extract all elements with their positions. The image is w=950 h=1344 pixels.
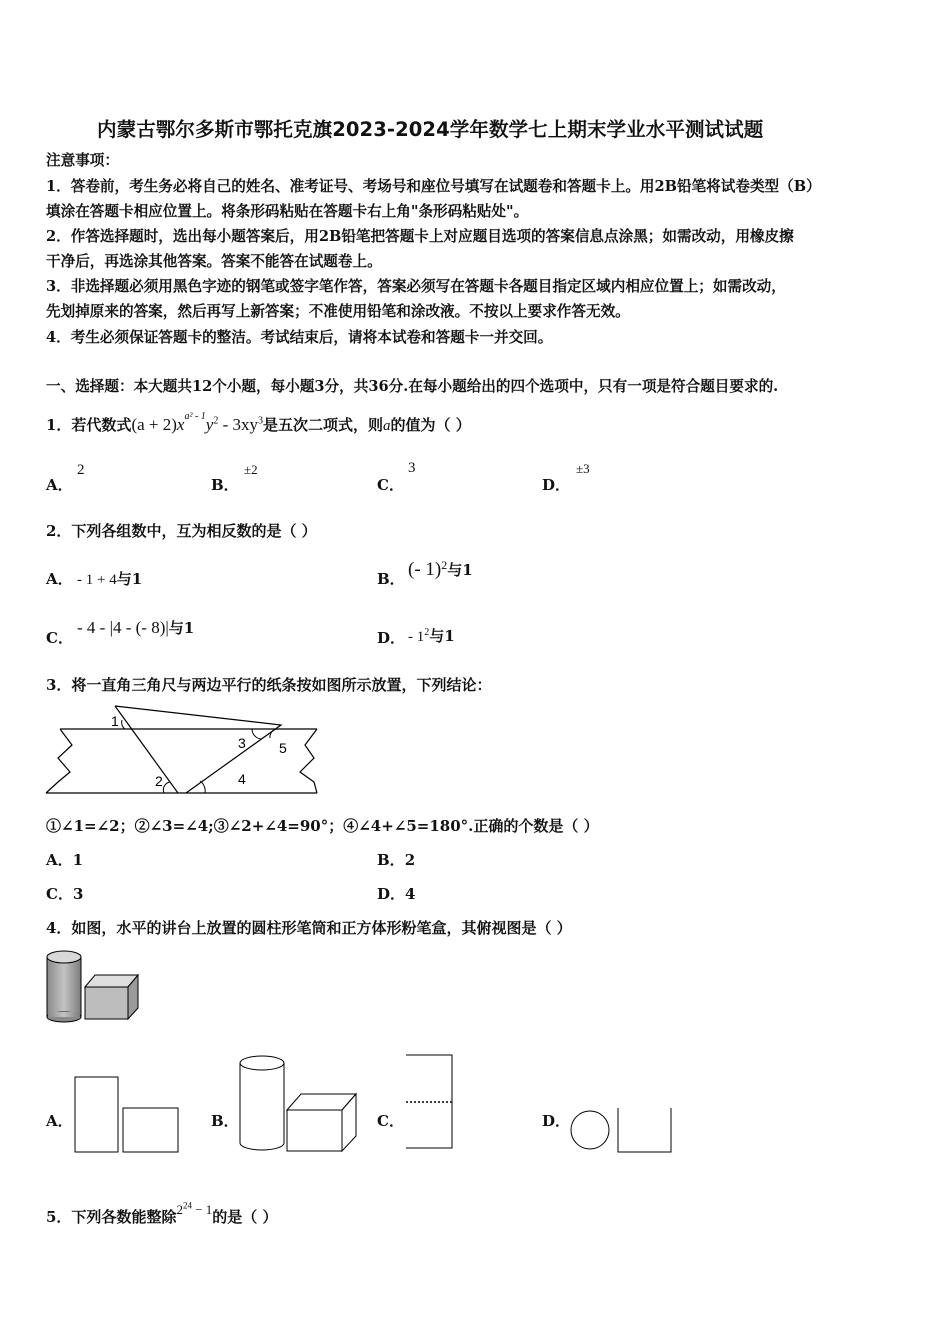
q4-c-rect — [406, 1055, 452, 1148]
q3-option-d: D．4 — [377, 885, 416, 903]
q4-option-d-label: D． — [542, 1112, 571, 1130]
notice-heading: 注意事项： — [46, 152, 119, 169]
q2-option-a-label: A． — [46, 570, 73, 588]
notice-line: 填涂在答题卡相应位置上。将条形码粘贴在答题卡右上角"条形码粘贴处"。 — [46, 203, 529, 220]
angle-label-1: 1 — [111, 713, 119, 729]
q2-option-c-label: C． — [46, 629, 73, 647]
q5-stem: 5．下列各数能整除$2^{24} - 1$的是（ ） — [46, 1200, 278, 1226]
q1-option-b-label: B． — [211, 476, 239, 494]
q4-b-cylinder-bottom — [240, 1143, 284, 1150]
q4-b-cylinder-top — [240, 1056, 284, 1070]
q4-option-b-label: B． — [211, 1112, 239, 1130]
q3-option-b: B．2 — [377, 851, 416, 869]
q4-d-circle — [571, 1111, 609, 1149]
section-heading: 一、选择题：本大题共12个小题，每小题3分，共36分.在每小题给出的四个选项中，只有一项是符合题目要求的. — [46, 378, 779, 395]
q4-d-rect — [618, 1108, 671, 1152]
angle-label-5: 5 — [279, 740, 287, 756]
q4-b-cube — [287, 1110, 342, 1151]
q1-option-c-label: C． — [377, 476, 404, 494]
q4-option-a-label: A． — [46, 1112, 73, 1130]
q1-option-b-value: ±2 — [244, 462, 258, 477]
q1-option-a-label: A． — [46, 476, 73, 494]
notice-line: 1．答卷前，考生务必将自己的姓名、准考证号、考场号和座位号填写在试题卷和答题卡上。用2B铅笔将试卷类型（B） — [46, 178, 821, 195]
notice-line: 2．作答选择题时，选出每小题答案后，用2B铅笔把答题卡上对应题目选项的答案信息点涂黑；如需改动，用橡皮擦 — [46, 228, 794, 245]
notice-line: 3．非选择题必须用黑色字迹的钢笔或签字笔作答，答案必须写在答题卡各题目指定区域内相应位置上；如需改动， — [46, 278, 786, 295]
q2-option-d: - $1^2$与1 — [408, 627, 455, 645]
cylinder-top — [47, 951, 81, 963]
angle-label-2: 2 — [155, 773, 163, 789]
angle-label-3: 3 — [238, 735, 246, 751]
cylinder-body — [47, 957, 81, 1017]
q1-option-d-value: ±3 — [576, 461, 590, 476]
notice-line: 先划掉原来的答案，然后再写上新答案；不准使用铅笔和涂改液。不按以上要求作答无效。 — [46, 303, 630, 320]
q2-stem: 2．下列各组数中，互为相反数的是（ ） — [46, 522, 317, 540]
angle-label-4: 4 — [238, 771, 246, 787]
q4-a-rect-wide — [123, 1108, 178, 1152]
q3-option-c: C．3 — [46, 885, 84, 903]
notice-line: 4．考生必须保证答题卡的整洁。考试结束后，请将本试卷和答题卡一并交回。 — [46, 329, 553, 346]
q1-stem: 1．若代数式$(a + 2)x^{a^2 - 1}y^2 - 3xy^3$是五次二项式，则a的值为（ ） — [46, 411, 471, 434]
q1-option-c-value: 3 — [408, 460, 416, 476]
q3-option-a: A．1 — [46, 851, 84, 869]
q1-option-a-value: 2 — [77, 462, 85, 478]
q2-option-b: (- 1)$^2$与1 — [408, 558, 473, 580]
q1-option-d-label: D． — [542, 476, 571, 494]
q3-stem: 3．将一直角三角尺与两边平行的纸条按如图所示放置，下列结论： — [46, 676, 492, 694]
q4-option-c-label: C． — [377, 1112, 404, 1130]
q2-option-d-label: D． — [377, 629, 406, 647]
q4-stem: 4．如图，水平的讲台上放置的圆柱形笔筒和正方体形粉笔盒，其俯视图是（ ） — [46, 919, 572, 937]
q3-conclusions: ①∠1=∠2；②∠3=∠4;③∠2+∠4=90°；④∠4+∠5=180°.正确的个数是（ ） — [46, 817, 599, 835]
q2-option-c: - 4 - |4 - (- 8)|与1 — [77, 618, 195, 637]
q2-option-b-label: B． — [377, 570, 405, 588]
q2-option-a: - 1 + 4与1 — [77, 570, 143, 588]
cube-front — [85, 987, 128, 1019]
page-title: 内蒙古鄂尔多斯市鄂托克旗2023-2024学年数学七上期末学业水平测试试题 — [97, 118, 764, 141]
notice-line: 干净后，再选涂其他答案。答案不能答在试题卷上。 — [46, 253, 382, 270]
q4-a-rect-tall — [75, 1077, 118, 1152]
